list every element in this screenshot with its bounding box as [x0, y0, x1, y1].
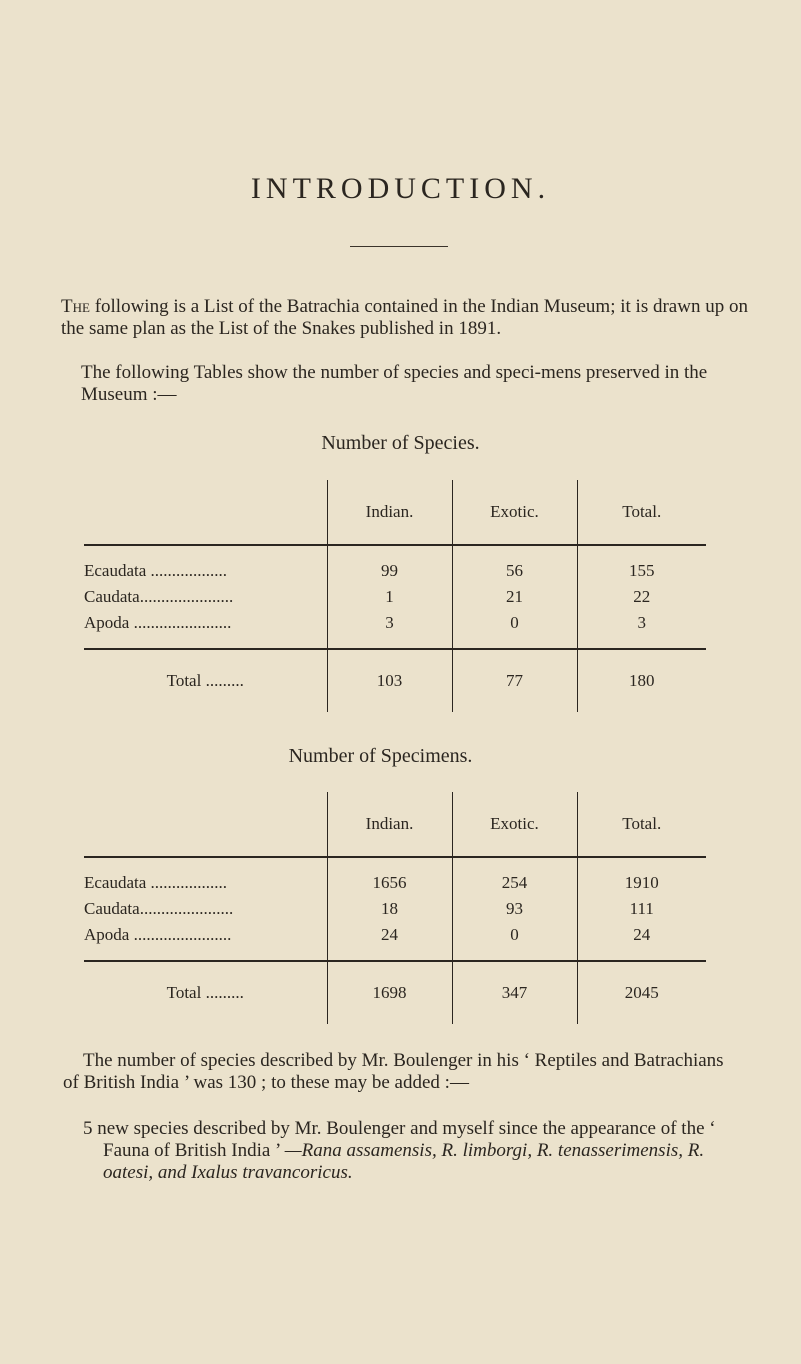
species-table	[84, 480, 706, 712]
total-label: Total .........	[84, 649, 327, 712]
total-label: Total .........	[84, 961, 327, 1024]
specimens-row-caudata	[84, 896, 706, 922]
cell-total: 111	[577, 896, 706, 922]
cell-total: 2045	[577, 961, 706, 1024]
specimens-header-indian: Indian.	[327, 792, 452, 857]
cell-exotic: 347	[452, 961, 577, 1024]
species-row-ecaudata	[84, 545, 706, 584]
cell-total: 22	[577, 584, 706, 610]
species-row-caudata	[84, 584, 706, 610]
species-total-row	[84, 649, 706, 712]
row-label: Apoda .......................	[84, 925, 232, 944]
specimens-header-blank	[84, 792, 327, 857]
cell-total: 155	[577, 545, 706, 584]
row-label: Ecaudata ..................	[84, 873, 228, 892]
specimens-table-caption: Number of Specimens.	[288, 745, 473, 767]
specimens-row-apoda	[84, 922, 706, 961]
row-label: Caudata......................	[84, 899, 234, 918]
specimens-total-row	[84, 961, 706, 1024]
cell-exotic: 254	[452, 857, 577, 896]
cell-indian: 1656	[327, 857, 452, 896]
intro-paragraph-2	[61, 362, 751, 406]
title-rule	[350, 246, 448, 247]
cell-exotic: 0	[452, 610, 577, 649]
closing-paragraph-2	[83, 1118, 748, 1184]
species-row-apoda	[84, 610, 706, 649]
cell-indian: 1698	[327, 961, 452, 1024]
row-label: Caudata......................	[84, 587, 234, 606]
species-header-exotic: Exotic.	[452, 480, 577, 545]
cell-indian: 24	[327, 922, 452, 961]
row-label: Apoda .......................	[84, 613, 232, 632]
cell-exotic: 93	[452, 896, 577, 922]
intro-lead-word: The	[61, 296, 90, 317]
cell-total: 180	[577, 649, 706, 712]
specimens-header-exotic: Exotic.	[452, 792, 577, 857]
cell-indian: 18	[327, 896, 452, 922]
cell-total: 24	[577, 922, 706, 961]
species-header-blank	[84, 480, 327, 545]
cell-exotic: 21	[452, 584, 577, 610]
cell-total: 1910	[577, 857, 706, 896]
specimens-row-ecaudata	[84, 857, 706, 896]
cell-total: 3	[577, 610, 706, 649]
page-title: INTRODUCTION.	[250, 172, 551, 205]
specimens-table	[84, 792, 706, 1024]
specimens-header-total: Total.	[577, 792, 706, 857]
species-header-indian: Indian.	[327, 480, 452, 545]
cell-exotic: 0	[452, 922, 577, 961]
cell-indian: 99	[327, 545, 452, 584]
row-label: Ecaudata ..................	[84, 561, 228, 580]
species-names: —Rana assamensis, R. limborgi, R. tenasserimensis, R. oatesi, and Ixalus travancoricus.	[103, 1140, 705, 1183]
intro-text-2: The following Tables show the number of species and speci-mens preserved in the Museum :—	[81, 362, 708, 405]
cell-indian: 3	[327, 610, 452, 649]
closing-text: 5 new species described by Mr. Boulenger and myself since the appearance of the ‘ Fauna of British India ’	[83, 1118, 716, 1161]
species-table-caption: Number of Species.	[321, 432, 480, 454]
cell-exotic: 77	[452, 649, 577, 712]
species-header-total: Total.	[577, 480, 706, 545]
closing-paragraph-1: The number of species described by Mr. Boulenger in his ‘ Reptiles and Batrachians of British India ’ was 130 ; to these may be added :—	[63, 1050, 724, 1093]
intro-text-1: following is a List of the Batrachia contained in the Indian Museum; it is drawn up on the same plan as the List of the Snakes published in 1891.	[61, 296, 748, 339]
intro-paragraph-1	[61, 296, 751, 340]
cell-exotic: 56	[452, 545, 577, 584]
cell-indian: 1	[327, 584, 452, 610]
cell-indian: 103	[327, 649, 452, 712]
